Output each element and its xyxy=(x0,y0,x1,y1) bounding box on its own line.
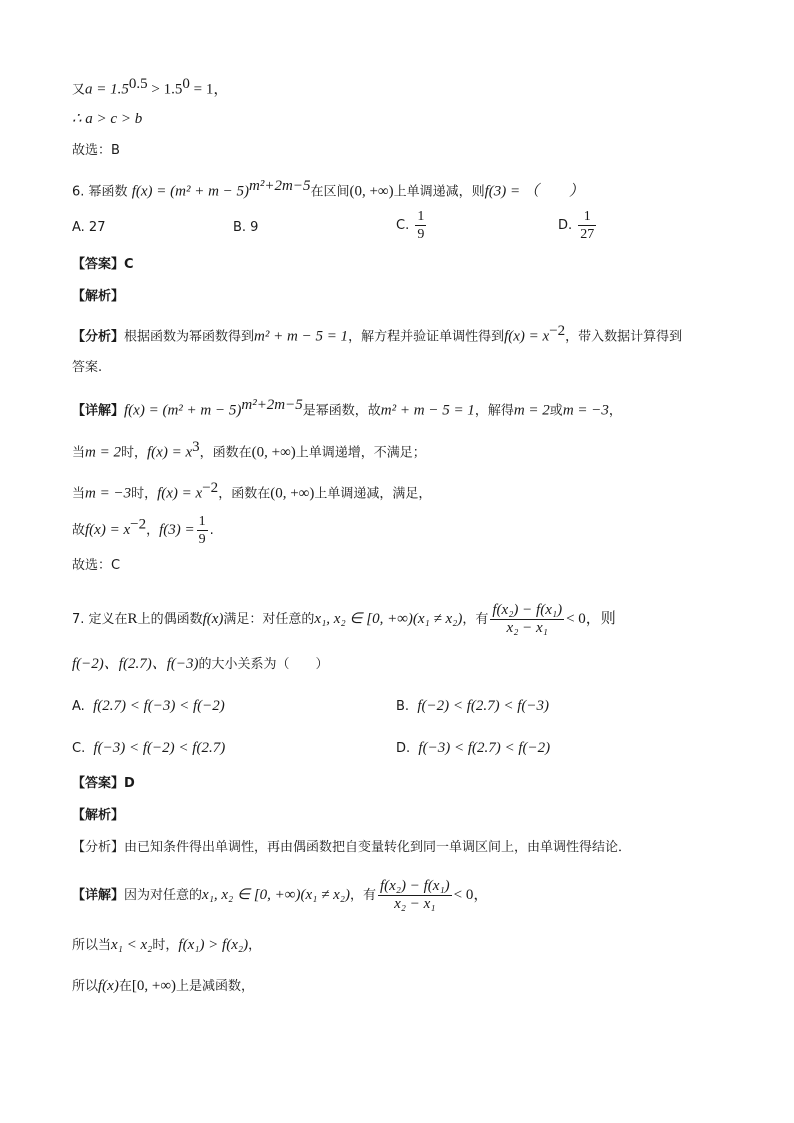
text: 因为对任意的 xyxy=(124,888,203,903)
label: B. xyxy=(396,699,410,714)
math: = 1， xyxy=(189,81,229,98)
math: f(x) = x xyxy=(85,522,131,538)
tag: 【详解】 xyxy=(72,403,125,419)
q7-analysis: 【解析】 xyxy=(72,808,125,823)
math: f(x) = x xyxy=(147,444,193,461)
q6-case-2 xyxy=(72,478,431,504)
text: 根据函数为幂函数得到 xyxy=(124,329,255,345)
q6-xiangjie xyxy=(72,395,622,421)
math: f(x) xyxy=(202,611,224,627)
question-7-line-2 xyxy=(72,654,328,675)
text: 当 xyxy=(72,445,86,461)
math: < 0， xyxy=(453,887,489,903)
fraction xyxy=(378,878,452,913)
label: C. xyxy=(72,741,86,756)
text: 时， xyxy=(120,445,147,461)
text: ，解得 xyxy=(474,403,514,419)
math: ∴ a > c > b xyxy=(72,111,143,127)
numerator: f(x₂) − f(x₁) xyxy=(492,602,563,618)
math: f(−2) < f(2.7) < f(−3) xyxy=(417,698,550,714)
q7-option-b xyxy=(396,696,549,717)
exponent: 0 xyxy=(182,76,190,92)
text: ， xyxy=(608,403,622,419)
q7-xiangjie xyxy=(72,878,488,913)
text: 是幂函数，故 xyxy=(302,403,381,419)
math: f(x₁) > f(x₂) xyxy=(178,937,249,953)
exponent: 0.5 xyxy=(128,76,148,92)
fraction xyxy=(415,208,426,243)
text: 故 xyxy=(72,523,86,538)
math: (0, +∞) xyxy=(270,485,315,502)
text: 又 xyxy=(72,82,86,98)
exponent: m²+2m−5 xyxy=(241,397,303,413)
text: ，有 xyxy=(462,612,489,627)
q6-choose: 故选：C xyxy=(72,558,121,573)
math: m² + m − 5 = 1 xyxy=(254,328,349,345)
q7-answer: 【答案】D xyxy=(72,776,135,791)
q7-step-2 xyxy=(72,976,254,997)
math: x₁ < x₂ xyxy=(111,937,153,953)
line-a-value xyxy=(72,74,228,100)
numerator: 1 xyxy=(198,514,206,529)
q6-option-a: A. 27 xyxy=(72,220,106,235)
label: D. xyxy=(396,741,411,756)
text: 上单调递减，则 xyxy=(393,184,485,200)
math: f(−3) < f(2.7) < f(−2) xyxy=(418,740,551,756)
numerator: f(x₂) − f(x₁) xyxy=(379,878,450,894)
math: a = 1.5 xyxy=(85,81,129,98)
text: 的大小关系为（ ） xyxy=(198,657,329,672)
math: (0, +∞) xyxy=(251,444,296,461)
text: 当 xyxy=(72,486,86,502)
q6-fenxi xyxy=(72,321,682,347)
text: 所以 xyxy=(72,979,99,994)
math: [0, +∞) xyxy=(131,978,177,994)
denominator: 9 xyxy=(198,532,206,547)
question-6 xyxy=(72,176,584,202)
label: C. xyxy=(396,218,410,233)
denominator: 9 xyxy=(417,227,425,242)
math: f(x) = x xyxy=(157,485,203,502)
text: 7. 定义在 xyxy=(72,612,128,627)
math: < 0，则 xyxy=(566,611,616,627)
text: ，解方程并验证单调性得到 xyxy=(348,329,505,345)
text: . xyxy=(209,523,214,538)
fraction xyxy=(490,602,564,637)
text: 时， xyxy=(131,486,158,502)
text: 时， xyxy=(152,938,179,953)
q6-answer: 【答案】C xyxy=(72,257,134,272)
text: 上单调递减，满足， xyxy=(314,486,432,502)
math: f(2.7) < f(−3) < f(−2) xyxy=(93,698,225,714)
denominator: x₂ − x₁ xyxy=(506,620,548,636)
line-conclusion xyxy=(72,109,142,130)
numerator: 1 xyxy=(417,209,425,224)
text: 上单调递增，不满足； xyxy=(295,445,426,461)
math: > 1.5 xyxy=(147,81,183,98)
math: m² + m − 5 = 1 xyxy=(380,402,475,419)
text: ，带入数据计算得到 xyxy=(565,329,683,345)
text: ， xyxy=(248,938,262,953)
math: m = 2 xyxy=(85,444,121,461)
math: f(x) xyxy=(98,978,119,994)
math: f(x) = (m² + m − 5) xyxy=(131,183,250,200)
text: ， xyxy=(146,523,160,538)
numerator: 1 xyxy=(578,208,596,226)
math: m = 2 xyxy=(513,402,550,419)
text: 满足：对任意的 xyxy=(223,612,315,627)
math: x₁, x₂ ∈ [0, +∞)(x₁ ≠ x₂) xyxy=(314,611,463,627)
denominator: 27 xyxy=(580,227,595,242)
q6-analysis: 【解析】 xyxy=(72,289,125,304)
math: f(x) = (m² + m − 5) xyxy=(124,402,242,419)
math: f(3) = xyxy=(159,522,195,538)
exponent: m²+2m−5 xyxy=(249,178,311,194)
exponent: −2 xyxy=(202,480,219,496)
label: D. xyxy=(558,218,573,233)
q7-option-a xyxy=(72,696,225,717)
text: ，函数在 xyxy=(218,486,271,502)
q6-option-b: B. 9 xyxy=(233,220,259,235)
math: x₁, x₂ ∈ [0, +∞)(x₁ ≠ x₂) xyxy=(202,887,350,903)
text: 6. 幂函数 xyxy=(72,184,128,200)
denominator: x₂ − x₁ xyxy=(394,896,436,912)
text: 上是减函数， xyxy=(176,979,255,994)
math: m = −3 xyxy=(562,402,609,419)
line-choose-b: 故选：B xyxy=(72,143,120,158)
q6-option-d xyxy=(558,208,598,243)
text: 或 xyxy=(549,403,563,419)
math: f(3) = （ ） xyxy=(484,183,584,200)
text: ，函数在 xyxy=(199,445,252,461)
exponent: 3 xyxy=(192,439,200,455)
text: ，有 xyxy=(349,888,376,903)
q7-option-d xyxy=(396,738,550,759)
text: 上的偶函数 xyxy=(137,612,203,627)
fraction xyxy=(578,208,596,243)
tag: 【详解】 xyxy=(72,888,125,903)
q6-case-1 xyxy=(72,437,426,463)
text: 在区间 xyxy=(310,184,350,200)
math: m = −3 xyxy=(85,485,132,502)
q6-fenxi-2: 答案. xyxy=(72,360,103,375)
q7-step-1 xyxy=(72,935,261,956)
math: (0, +∞) xyxy=(349,183,394,200)
exponent: −2 xyxy=(130,516,147,533)
label: A. xyxy=(72,699,85,714)
q6-conclusion xyxy=(72,513,214,548)
math: f(−3) < f(−2) < f(2.7) xyxy=(93,740,226,756)
fraction xyxy=(197,513,208,548)
math: f(−2)、f(2.7)、f(−3) xyxy=(72,656,199,672)
question-7 xyxy=(72,602,616,637)
text: 在 xyxy=(118,979,132,994)
q7-fenxi: 【分析】由已知条件得出单调性，再由偶函数把自变量转化到同一单调区间上，由单调性得结论． xyxy=(72,840,632,855)
math: R xyxy=(127,611,138,627)
text: 所以当 xyxy=(72,938,112,953)
math: f(x) = x xyxy=(504,328,550,345)
q7-option-c xyxy=(72,738,225,759)
tag: 【分析】 xyxy=(72,329,125,345)
exponent: −2 xyxy=(549,323,566,339)
q6-option-c xyxy=(396,208,428,243)
